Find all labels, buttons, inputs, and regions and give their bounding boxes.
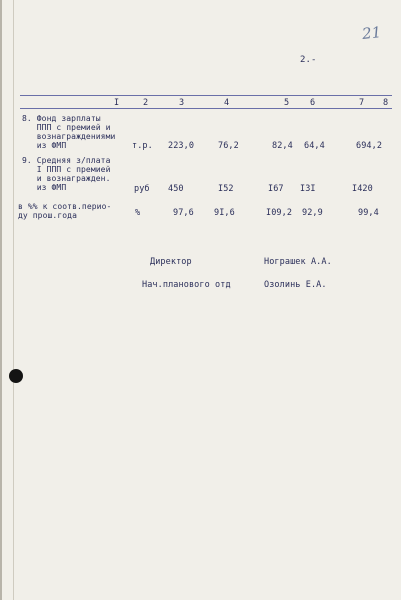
- punch-hole: [9, 369, 23, 383]
- table-header-rule: [20, 108, 392, 109]
- col-7: 7: [359, 98, 365, 108]
- row-9-label-2: I ППП с премией: [22, 165, 111, 174]
- row-8-unit: т.р.: [132, 141, 153, 151]
- signature-name-planning: Озолинь Е.А.: [264, 280, 327, 290]
- row-pct-col5: I09,2: [266, 208, 293, 218]
- row-9-col7: I420: [352, 184, 373, 194]
- row-8-label-1: 8. Фонд зарплаты: [22, 114, 101, 123]
- row-pct-col3: 97,6: [173, 208, 194, 218]
- row-9-col3: 450: [168, 184, 184, 194]
- signature-role-planning: Нач.планового отд: [142, 280, 231, 290]
- col-2: 2: [143, 98, 149, 108]
- row-8-col4: 76,2: [218, 141, 239, 151]
- row-pct-unit: %: [135, 208, 141, 218]
- row-pct-label-1: в %% к соотв.перио-: [18, 202, 112, 211]
- row-9-col5: I67: [268, 184, 284, 194]
- row-9-label-1: 9. Средняя з/плата: [22, 156, 111, 165]
- table-top-rule: [20, 95, 392, 96]
- row-9-label-3: и вознагражден.: [22, 174, 111, 183]
- col-5: 5: [284, 98, 290, 108]
- row-8-label-4: из ФМП: [22, 141, 67, 150]
- signature-name-director: Ногрaшек А.А.: [264, 257, 332, 267]
- row-9-col4: I52: [218, 184, 234, 194]
- col-4: 4: [224, 98, 230, 108]
- row-9-label-4: из ФМП: [22, 183, 67, 192]
- handwritten-page-number: 21: [361, 23, 382, 43]
- col-3: 3: [179, 98, 185, 108]
- row-pct-col6: 92,9: [302, 208, 323, 218]
- signature-role-director: Директор: [150, 257, 192, 267]
- row-8-label-2: ППП с премией и: [22, 123, 111, 132]
- col-8: 8: [383, 98, 389, 108]
- margin-line: [13, 0, 14, 600]
- row-pct-col7: 99,4: [358, 208, 379, 218]
- col-1: I: [114, 98, 120, 108]
- row-pct-col4: 9I,6: [214, 208, 235, 218]
- row-9-col6: I3I: [300, 184, 316, 194]
- row-8-label-3: вознаграждениями: [22, 132, 116, 141]
- row-8-col3: 223,0: [168, 141, 195, 151]
- col-6: 6: [310, 98, 316, 108]
- row-pct-label-2: ду прош.года: [18, 211, 77, 220]
- row-8-col5: 82,4: [272, 141, 293, 151]
- row-8-col6: 64,4: [304, 141, 325, 151]
- page-marker: 2.-: [300, 55, 317, 65]
- row-9-unit: руб: [134, 184, 150, 194]
- row-8-col7: 694,2: [356, 141, 383, 151]
